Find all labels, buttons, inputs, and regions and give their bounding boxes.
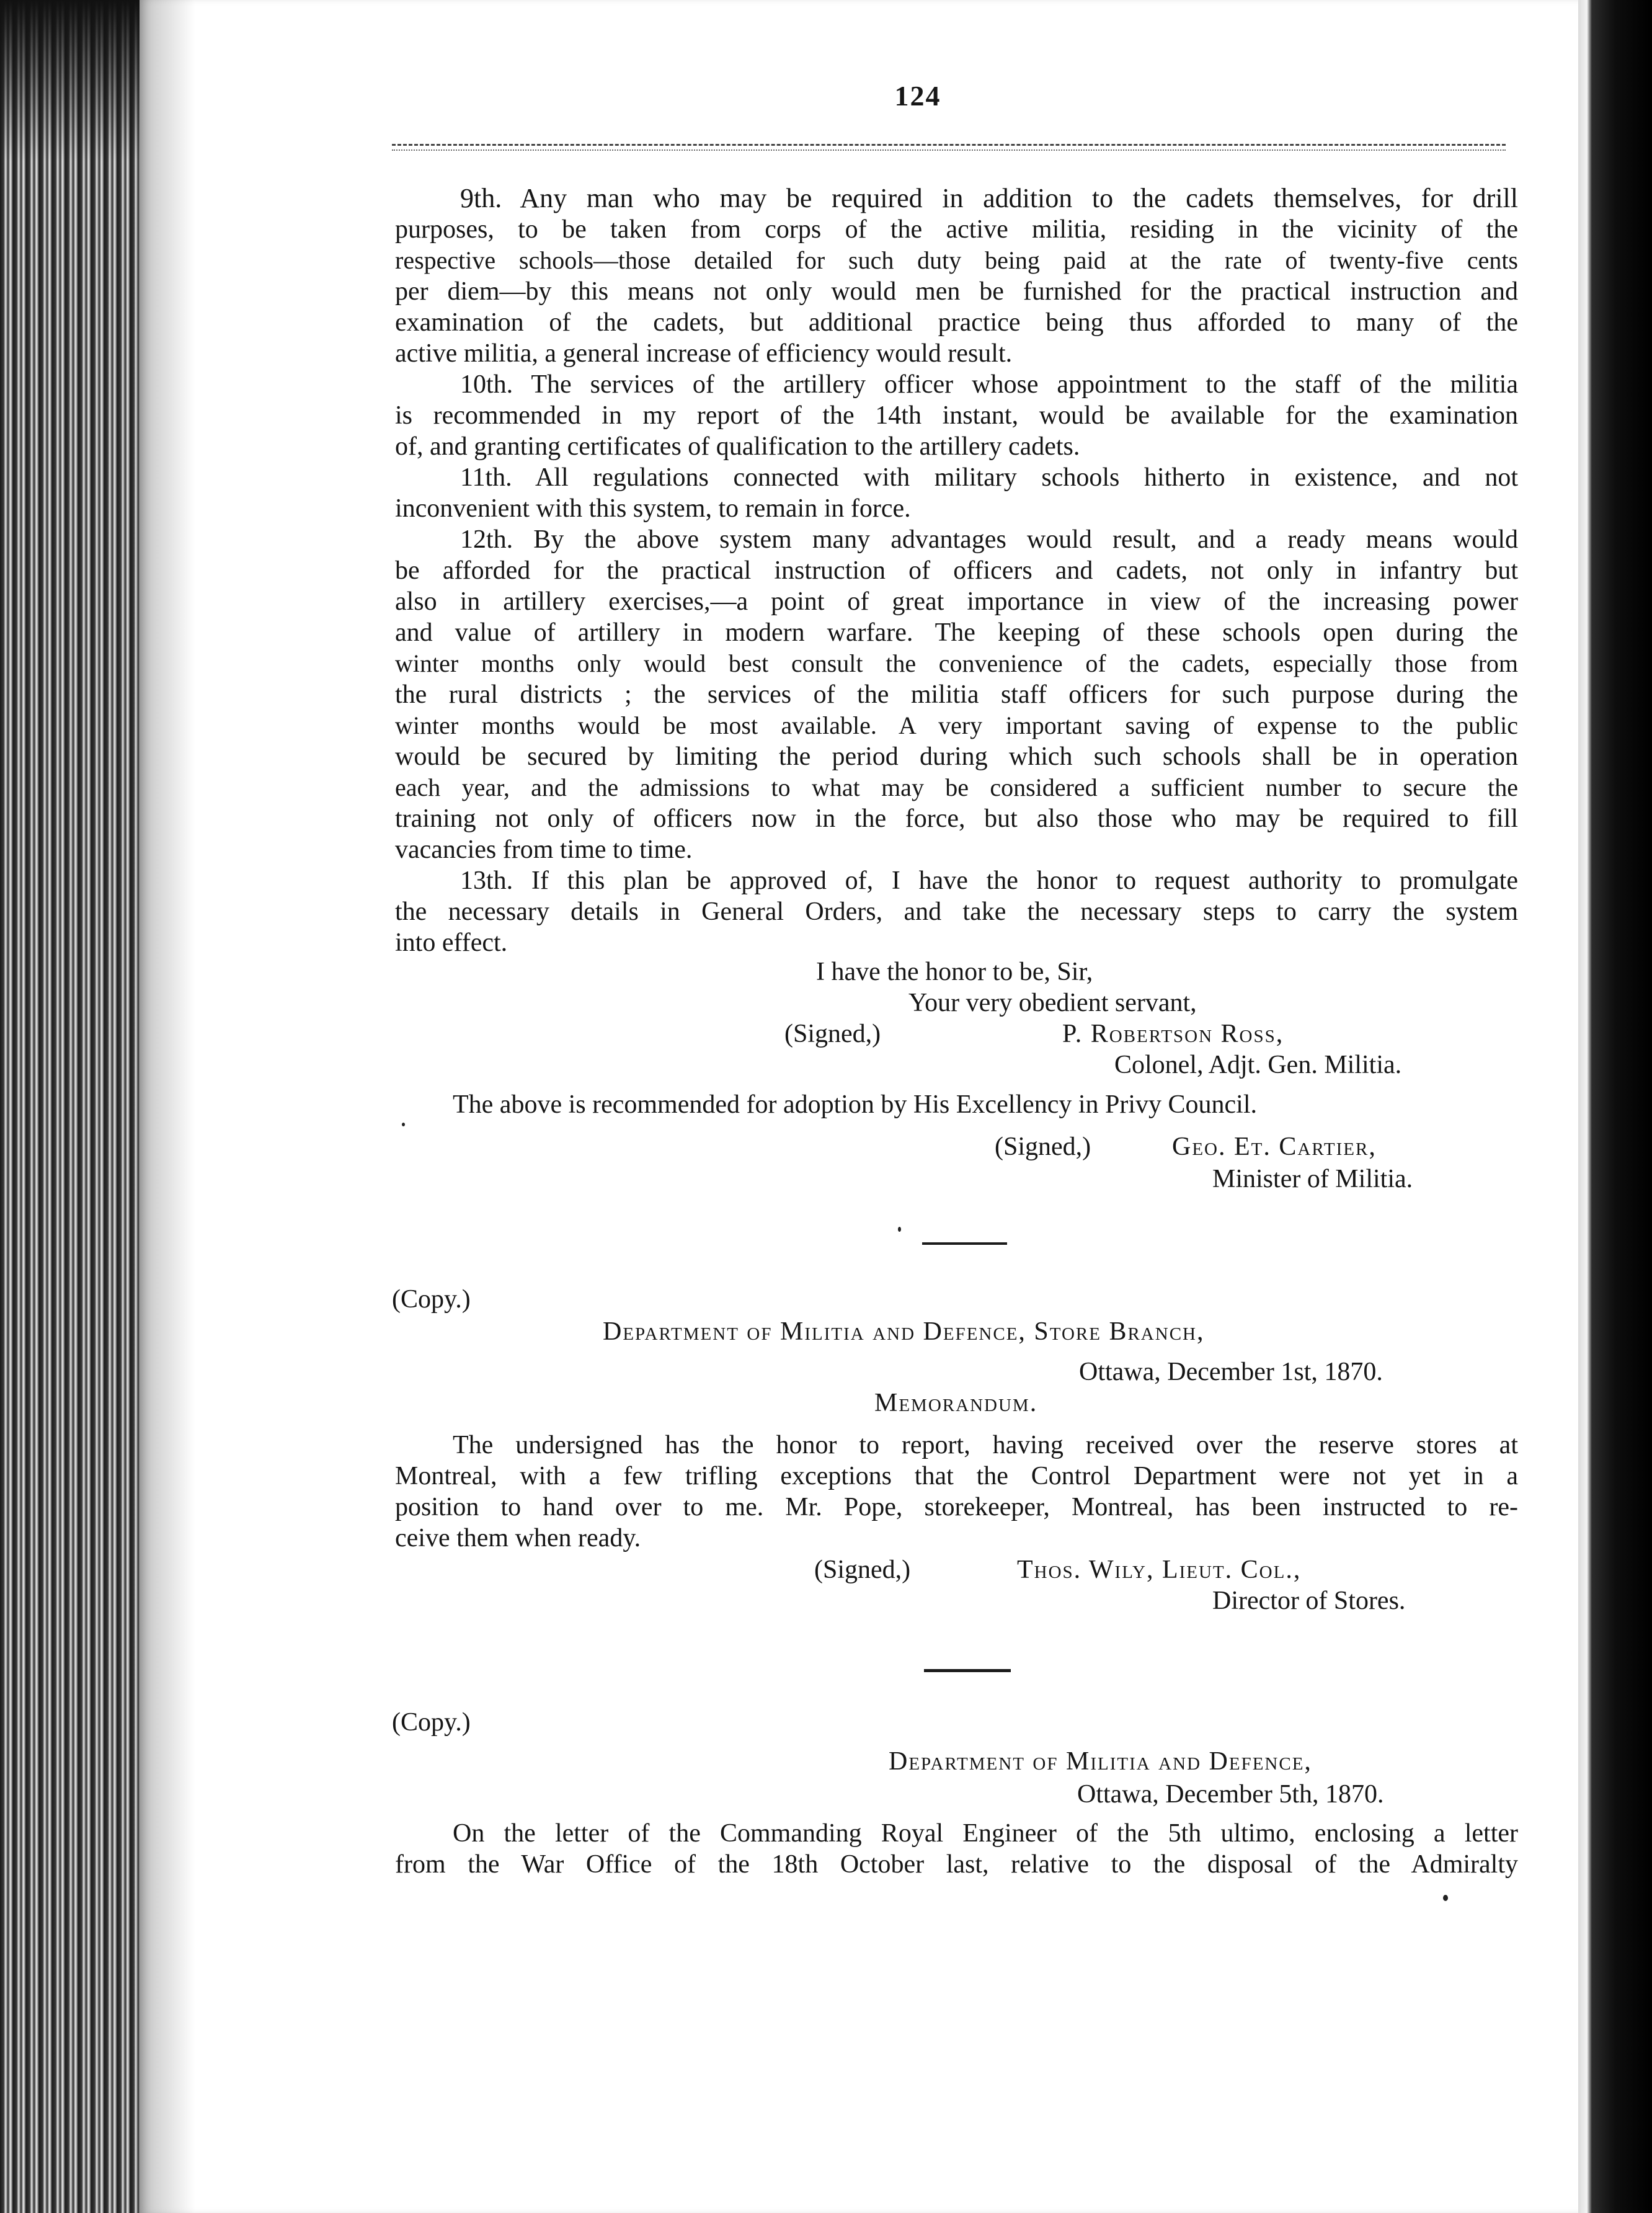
para12-line-10: training not only of officers now in the force, but also those who may be required to fill [395,804,1518,833]
closing-line-1: I have the honor to be, Sir, [816,958,1093,986]
para13-line-2: the necessary details in General Orders, and take the necessary steps to carry the system [395,897,1518,926]
para12-line-1: 12th. By the above system many advantages would result, and a ready means would [460,525,1518,554]
para12-line-6: the rural districts ; the services of the militia staff officers for such purpose during the [395,680,1518,709]
memo-signer-name: Thos. Wily, Lieut. Col., [1017,1556,1302,1584]
para9-line-4: per diem—by this means not only would men be furnished for the practical instruction and [395,277,1518,306]
para11-line-2: inconvenient with this system, to remain in force. [395,494,911,523]
book-edge-right [1578,0,1652,2213]
letter3-place-date: Ottawa, December 5th, 1870. [1077,1780,1384,1809]
para12-line-4: and value of artillery in modern warfare. The keeping of these schools open during the [395,618,1518,647]
para9-line-3: respective schools—those detailed for such duty being paid at the rate of twenty-five cents [395,246,1518,274]
para12-line-7: winter months would be most available. A very important saving of expense to the public [395,711,1518,739]
scan-speck [1443,1895,1448,1901]
recommendation-signed-label: (Signed,) [995,1133,1091,1161]
closing-signer-title: Colonel, Adjt. Gen. Militia. [1114,1051,1402,1079]
memo-body-line-2: Montreal, with a few trifling exceptions that the Control Department were not yet in a [395,1462,1518,1490]
memo-body-line-1: The undersigned has the honor to report, having received over the reserve stores at [453,1431,1518,1459]
recommendation-signer-name: Geo. Et. Cartier, [1172,1133,1377,1161]
para12-line-9: each year, and the admissions to what may be considered a sufficient number to secure the [395,773,1518,801]
closing-signed-label: (Signed,) [784,1020,881,1048]
para9-line-6: active militia, a general increase of efficiency would result. [395,339,1013,368]
para12-line-2: be afforded for the practical instruction of officers and cadets, not only in infantry but [395,556,1518,585]
para9-line-5: examination of the cadets, but additional practice being thus afforded to many of the [395,308,1518,337]
book-edge-left [0,0,140,2213]
para11-line-1: 11th. All regulations connected with military schools hitherto in existence, and not [460,463,1518,492]
closing-line-2: Your very obedient servant, [908,989,1197,1017]
section-separator-2 [924,1669,1011,1672]
memo-place-date: Ottawa, December 1st, 1870. [1079,1358,1383,1386]
letter3-body-line-1: On the letter of the Commanding Royal Engineer of the 5th ultimo, enclosing a letter [453,1819,1518,1848]
letter3-body-line-2: from the War Office of the 18th October last, relative to the disposal of the Admiralty [395,1850,1518,1879]
recommendation-text: The above is recommended for adoption by His Excellency in Privy Council. [453,1090,1258,1119]
para10-line-2: is recommended in my report of the 14th instant, would be available for the examination [395,401,1518,430]
para9-line-1: 9th. Any man who may be required in addition to the cadets themselves, for drill [460,183,1518,213]
memo-body-line-4: ceive them when ready. [395,1524,641,1552]
recommendation-signer-title: Minister of Militia. [1212,1165,1413,1193]
gutter-shadow [140,0,195,2213]
para12-line-11: vacancies from time to time. [395,835,693,864]
scan-speck [402,1123,405,1126]
memo-body-line-3: position to hand over to me. Mr. Pope, storekeeper, Montreal, has been instructed to re- [395,1493,1518,1521]
para12-line-8: would be secured by limiting the period during which such schools shall be in operation [395,742,1518,771]
para10-line-3: of, and granting certificates of qualification to the artillery cadets. [395,432,1080,461]
memo-heading: Memorandum. [874,1389,1038,1417]
para12-line-5: winter months only would best consult the convenience of the cadets, especially those from [395,649,1518,677]
para13-line-1: 13th. If this plan be approved of, I have the honor to request authority to promulgate [460,866,1518,895]
section-separator-1 [922,1242,1007,1245]
header-rule [392,144,1506,153]
memo-signed-label: (Signed,) [814,1556,911,1584]
para10-line-1: 10th. The services of the artillery officer whose appointment to the staff of the militia [460,370,1518,399]
closing-signer-name: P. Robertson Ross, [1062,1020,1284,1048]
para12-line-3: also in artillery exercises,—a point of great importance in view of the increasing power [395,587,1518,616]
memo-signer-title: Director of Stores. [1212,1587,1406,1615]
letter3-department: Department of Militia and Defence, [889,1747,1312,1776]
letter3-copy-label: (Copy.) [392,1708,471,1737]
para13-line-3: into effect. [395,928,508,957]
scan-speck [898,1227,901,1232]
para9-line-2: purposes, to be taken from corps of the active militia, residing in the vicinity of the [395,215,1518,244]
page-number: 124 [894,80,941,112]
memo-copy-label: (Copy.) [392,1285,471,1314]
memo-department: Department of Militia and Defence, Store Branch, [603,1317,1205,1346]
